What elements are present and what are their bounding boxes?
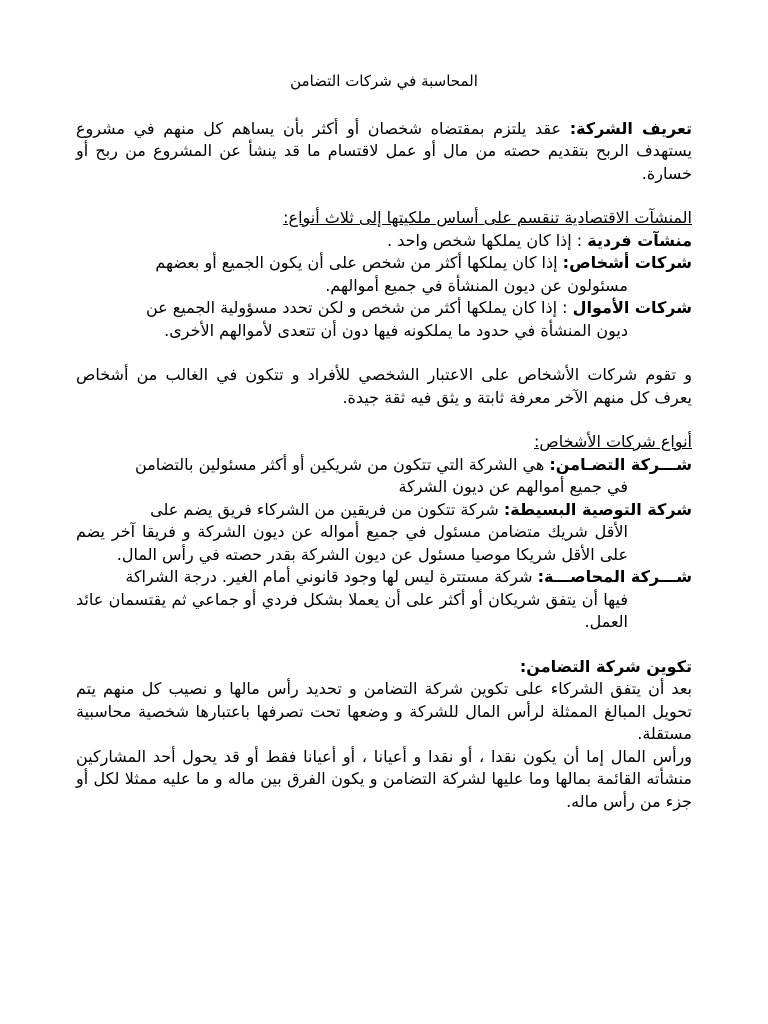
establishment-item-individual (76, 230, 692, 253)
definition-text: عقد يلتزم بمقتضاه شخصان أو أكثر بأن يساهم كل منهم في مشروع يستهدف الربح بتقديم حصته من مال أو عمل لاقتسام ما قد ينشأ عن المشروع من ربح أو خسارة. (76, 118, 692, 183)
type-item-partnership (76, 454, 692, 499)
item-text: إذا كان يملكها أكثر من شخص و لكن تحدد مسؤولية الجميع عن (145, 298, 558, 317)
definition-paragraph (76, 118, 692, 186)
item-term: شركة التوصية البسيطة: (503, 499, 692, 519)
spacer (76, 342, 692, 364)
item-term: شركات أشخاص: (562, 253, 692, 272)
definition-term: تعريف الشركة: (569, 118, 692, 138)
item-term: شركات الأموال (572, 298, 692, 317)
item-text: إذا كان يملكها أكثر من شخص على أن يكون الجميع أو بعضهم (155, 253, 558, 272)
establishment-item-persons (76, 252, 692, 297)
item-continuation: مسئولون عن ديون المنشأة في جميع أموالهم. (325, 275, 628, 295)
establishment-item-capital (76, 297, 692, 342)
types-heading: أنواع شركات الأشخاص: (533, 432, 692, 451)
item-term: منشآت فردية (587, 230, 692, 250)
item-text: شركة تتكون من فريقين من الشركاء فريق يضم على (150, 499, 504, 519)
personal-basis-paragraph: و تقوم شركات الأشخاص على الاعتبار الشخصي للأفراد و تتكون في الغالب من أشخاص يعرف كل منهم الآخر معرفة ثابتة و يثق فيه ثقة جيدة. (76, 365, 692, 407)
item-term: شـــركة المحاصـــة: (537, 567, 692, 586)
item-continuation: فيها أن يتفق شريكان أو أكثر على أن يعملا بشكل فردي أو جماعي ثم يقتسمان عائد العمل. (76, 589, 628, 631)
spacer (76, 409, 692, 431)
type-item-joint-venture (76, 566, 692, 634)
item-sep: : (571, 230, 588, 250)
item-continuation: في جميع أموالهم عن ديون الشركة (398, 477, 628, 496)
item-text: إذا كان يملكها شخص واحد . (387, 230, 572, 250)
spacer (76, 634, 692, 656)
item-continuation: الأقل شريك متضامن مسئول في جميع أمواله عن ديون الشركة و فريقا آخر يضم على الأقل شريكا موصيا مسئول عن ديون الشركة بقدر حصته في رأس المال. (76, 522, 628, 564)
formation-paragraph-2: ورأس المال إما أن يكون نقدا ، أو نقدا و أعيانا ، أو أعيانا فقط أو قد يحول أحد المشاركين منشأته القائمة بمالها وما عليها لشركة التضامن و يكون الفرق بين ماله و ما عليه ممثلا لكل أو جزء من رأس ماله. (76, 746, 692, 811)
item-text: هي الشركة التي تتكون من شريكين أو أكثر مسئولين بالتضامن (134, 454, 550, 474)
formation-heading: تكوين شركة التضامن: (519, 656, 692, 676)
document-page (76, 70, 692, 813)
item-term: شـــركة التضـامن: (549, 454, 692, 474)
type-item-limited (76, 499, 692, 567)
item-sep: : (557, 298, 573, 317)
page-title: المحاسبة في شركات التضامن (290, 72, 478, 90)
establishments-heading: المنشآت الاقتصادية تنقسم على أساس ملكيتها إلى ثلاث أنواع: (283, 208, 692, 227)
spacer (76, 185, 692, 207)
formation-paragraph-1: بعد أن يتفق الشركاء على تكوين شركة التضامن و تحديد رأس مالها و نصيب كل منهم يتم تحويل المبالغ الممثلة لرأس المال للشركة و وضعها تحت تصرفها باعتبارها شخصية محاسبية مستقلة. (76, 679, 692, 743)
item-continuation: ديون المنشأة في حدود ما يملكونه فيها دون أن تتعدى لأموالهم الأخرى. (164, 320, 628, 340)
item-text: شركة مستترة ليس لها وجود قانوني أمام الغير. درجة الشراكة (125, 567, 538, 586)
